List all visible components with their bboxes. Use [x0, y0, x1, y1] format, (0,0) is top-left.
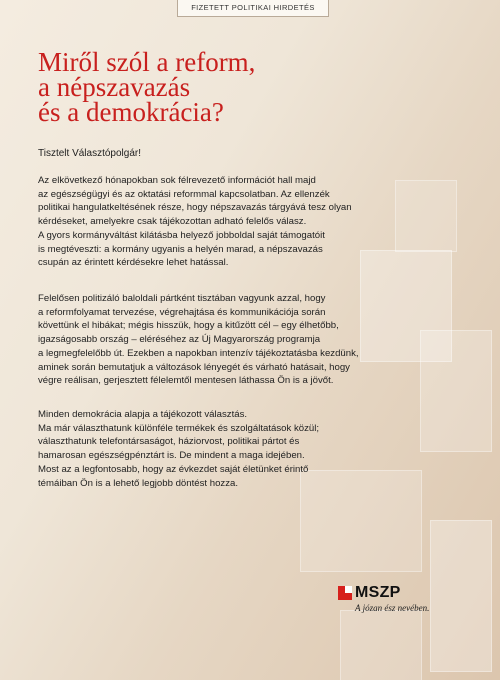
headline-line: Miről szól a reform,	[38, 47, 256, 77]
body-paragraph-1	[38, 174, 352, 270]
text-line: hamarosan egészségpénztárt is. De mindent a maga idejében.	[38, 450, 305, 462]
text-line: követtünk el hibákat; mégis hisszük, hogy a kitűzött cél – egy élhetőbb,	[38, 320, 339, 332]
paid-political-ad-label: FIZETETT POLITIKAI HIRDETÉS	[177, 0, 329, 17]
text-line: is megtéveszti: a kormány ugyanis a helyén marad, a népszavazás	[38, 243, 323, 255]
text-line: a reformfolyamat tervezése, végrehajtása és kommunikációja során	[38, 306, 326, 318]
text-line: a legmegfelelőbb út. Ezekben a napokban intenzív tájékoztatásba kezdünk,	[38, 347, 359, 359]
greeting: Tisztelt Választópolgár!	[38, 148, 142, 159]
text-line: csupán az érintett kérdésekre lehet hatással.	[38, 257, 229, 269]
text-line: az egészségügyi és az oktatási reformmal kapcsolatban. Az ellenzék	[38, 188, 330, 200]
text-line: kérdéseket, amelyekre csak tájékozottan adható felelős válasz.	[38, 216, 307, 228]
party-name: MSZP	[355, 584, 401, 601]
party-slogan: A józan ész nevében.	[355, 603, 430, 613]
text-line: A gyors kormányváltást kilátásba helyező jobboldal saját támogatóit	[38, 229, 325, 241]
decorative-cube	[420, 330, 492, 452]
logo-square-icon	[338, 586, 352, 600]
text-line: témáiban Ön is a lehető legjobb döntést hozza.	[38, 477, 239, 489]
headline-line: és a demokrácia?	[38, 97, 224, 127]
body-paragraph-3	[38, 408, 319, 490]
text-line: Minden demokrácia alapja a tájékozott választás.	[38, 409, 248, 420]
text-line: politikai hangulatkeltésének része, hogy népszavazás tárgyává tesz olyan	[38, 202, 352, 214]
decorative-cube	[340, 610, 422, 680]
headline-line: a népszavazás	[38, 72, 191, 102]
headline	[38, 47, 368, 127]
text-line: választhatunk telefontársaságot, háziorvost, politikai pártot és	[38, 436, 300, 448]
body-paragraph-2	[38, 292, 359, 388]
text-line: végre reálisan, gerjesztett félelemtől mentesen láthassa Ön is a jövőt.	[38, 375, 334, 387]
text-line: Ma már választhatunk különféle termékek és szolgáltatások közül;	[38, 422, 320, 434]
text-line: Az elkövetkező hónapokban sok félrevezető információt hall majd	[38, 175, 316, 186]
text-line: Felelősen politizáló baloldali pártként tisztában vagyunk azzal, hogy	[38, 293, 326, 304]
decorative-cube	[430, 520, 492, 672]
text-line: igazságosabb ország – eléréséhez az Új Magyarország programja	[38, 334, 321, 346]
text-line: aminek során bemutatjuk a változások lényegét és várható hatásait, hogy	[38, 361, 350, 373]
text-line: Most az a legfontosabb, hogy az évkezdet saját életünket érintő	[38, 463, 309, 475]
decorative-cube	[395, 180, 457, 252]
